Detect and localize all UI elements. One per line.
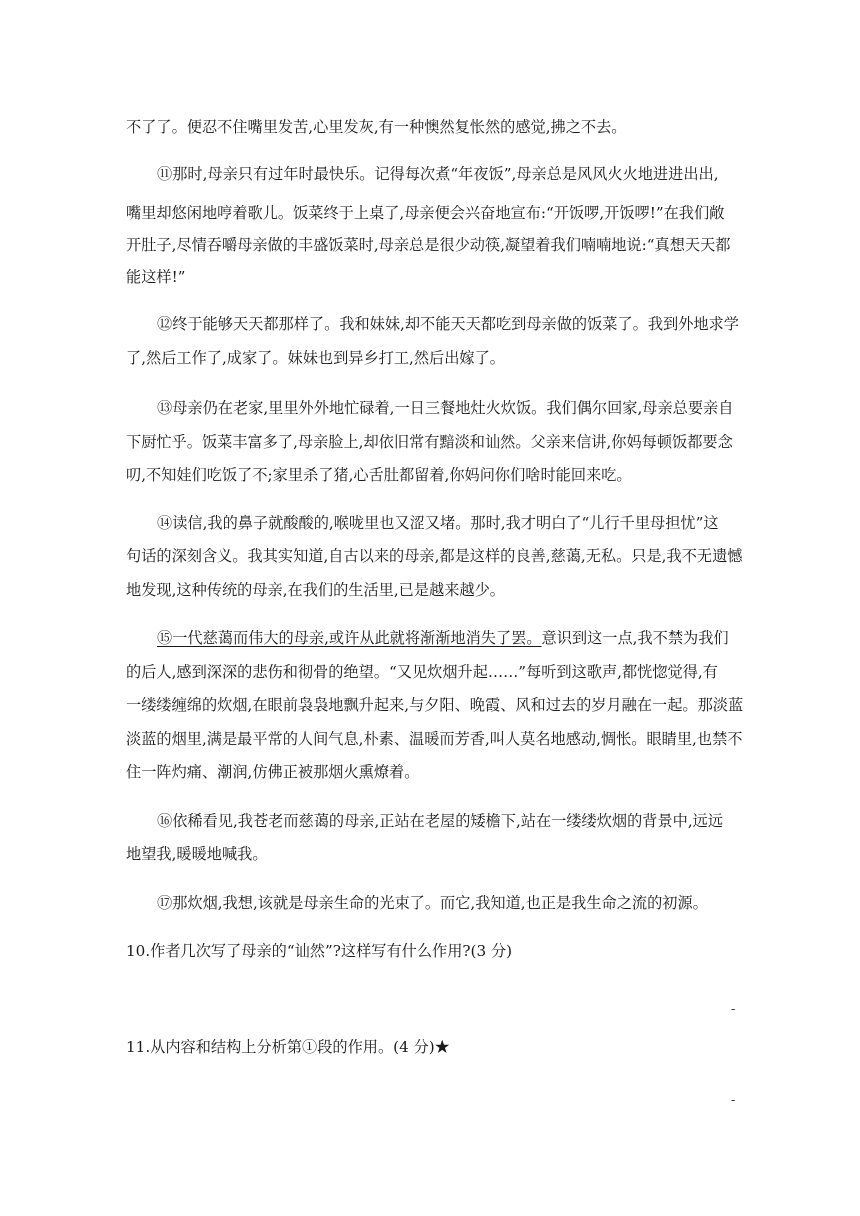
paragraph-13-line: 下厨忙乎。饭菜丰富多了,母亲脸上,却依旧常有黯淡和讪然。父亲来信讲,你妈每顿饭都要念 [126, 433, 733, 451]
paragraph-13-line: 叨,不知娃们吃饭了不;家里杀了猪,心舌肚都留着,你妈问你们啥时能回来吃。 [126, 466, 632, 484]
paragraph-15-line [157, 627, 766, 648]
paragraph-15-line: 的后人,感到深深的悲伤和彻骨的绝望。“又见炊烟升起……”每听到这歌声,都恍惚觉得,有 [126, 663, 718, 681]
paragraph-14-line: 句话的深刻含义。我其实知道,自古以来的母亲,都是这样的良善,慈蔼,无私。只是,我不无遗憾 [126, 547, 743, 565]
paragraph-11-line: 嘴里却悠闲地哼着歌儿。饭菜终于上桌了,母亲便会兴奋地宣布:“开饭啰,开饭啰!”在我们敞 [126, 204, 725, 222]
paragraph-12-line: 了,然后工作了,成家了。妹妹也到异乡打工,然后出嫁了。 [126, 349, 505, 367]
paragraph-15-line: 住一阵灼痛、潮润,仿佛正被那烟火熏燎着。 [126, 763, 420, 781]
paragraph-12-line: ⑫终于能够天天都那样了。我和妹妹,却不能天天都吃到母亲做的饭菜了。我到外地求学 [157, 315, 739, 333]
paragraph-14-line: ⑭读信,我的鼻子就酸酸的,喉咙里也又涩又堵。那时,我才明白了“儿行千里母担忧”这 [157, 514, 719, 532]
underlined-sentence: ⑮一代慈蔼而伟大的母亲,或许从此就将渐渐地消失了罢。 [157, 629, 542, 647]
paragraph-14-line: 地发现,这种传统的母亲,在我们的生活里,已是越来越少。 [126, 581, 505, 599]
paragraph-13-line: ⑬母亲仍在老家,里里外外地忙碌着,一日三餐地灶火炊饭。我们偶尔回家,母亲总要亲自 [157, 399, 734, 417]
paragraph-16-line: ⑯依稀看见,我苍老而慈蔼的母亲,正站在老屋的矮檐下,站在一缕缕炊烟的背景中,远远 [157, 812, 724, 830]
question-10: 10.作者几次写了母亲的“讪然”?这样写有什么作用?(3 分) [126, 942, 513, 960]
question-11: 11.从内容和结构上分析第①段的作用。(4 分)★ [126, 1038, 450, 1056]
answer-line-mark: - [731, 1002, 736, 1017]
paragraph-16-line: 地望我,暖暖地喊我。 [126, 845, 268, 863]
paragraph-15-line: 淡蓝的烟里,满是最平常的人间气息,朴素、温暖而芳香,叫人莫名地感动,惆怅。眼睛里,也禁不 [126, 730, 743, 748]
paragraph-11-line: 开肚子,尽情吞嚼母亲做的丰盛饭菜时,母亲总是很少动筷,凝望着我们喃喃地说:“真想天天都 [126, 236, 731, 254]
sentence-rest: 意识到这一点,我不禁为我们 [541, 629, 729, 647]
paragraph-11-line: 能这样!” [126, 268, 186, 286]
paragraph-15-line: 一缕缕缠绵的炊烟,在眼前袅袅地飘升起来,与夕阳、晚霞、风和过去的岁月融在一起。那淡蓝 [126, 696, 744, 714]
paragraph-17-line: ⑰那炊烟,我想,该就是母亲生命的光束了。而它,我知道,也正是我生命之流的初源。 [157, 894, 708, 912]
paragraph-line: 不了了。便忍不住嘴里发苦,心里发灰,有一种懊然复怅然的感觉,拂之不去。 [126, 118, 627, 136]
answer-line-mark: - [731, 1093, 736, 1108]
paragraph-11-line: ⑪那时,母亲只有过年时最快乐。记得每次煮“年夜饭”,母亲总是风风火火地进进出出, [157, 165, 719, 183]
